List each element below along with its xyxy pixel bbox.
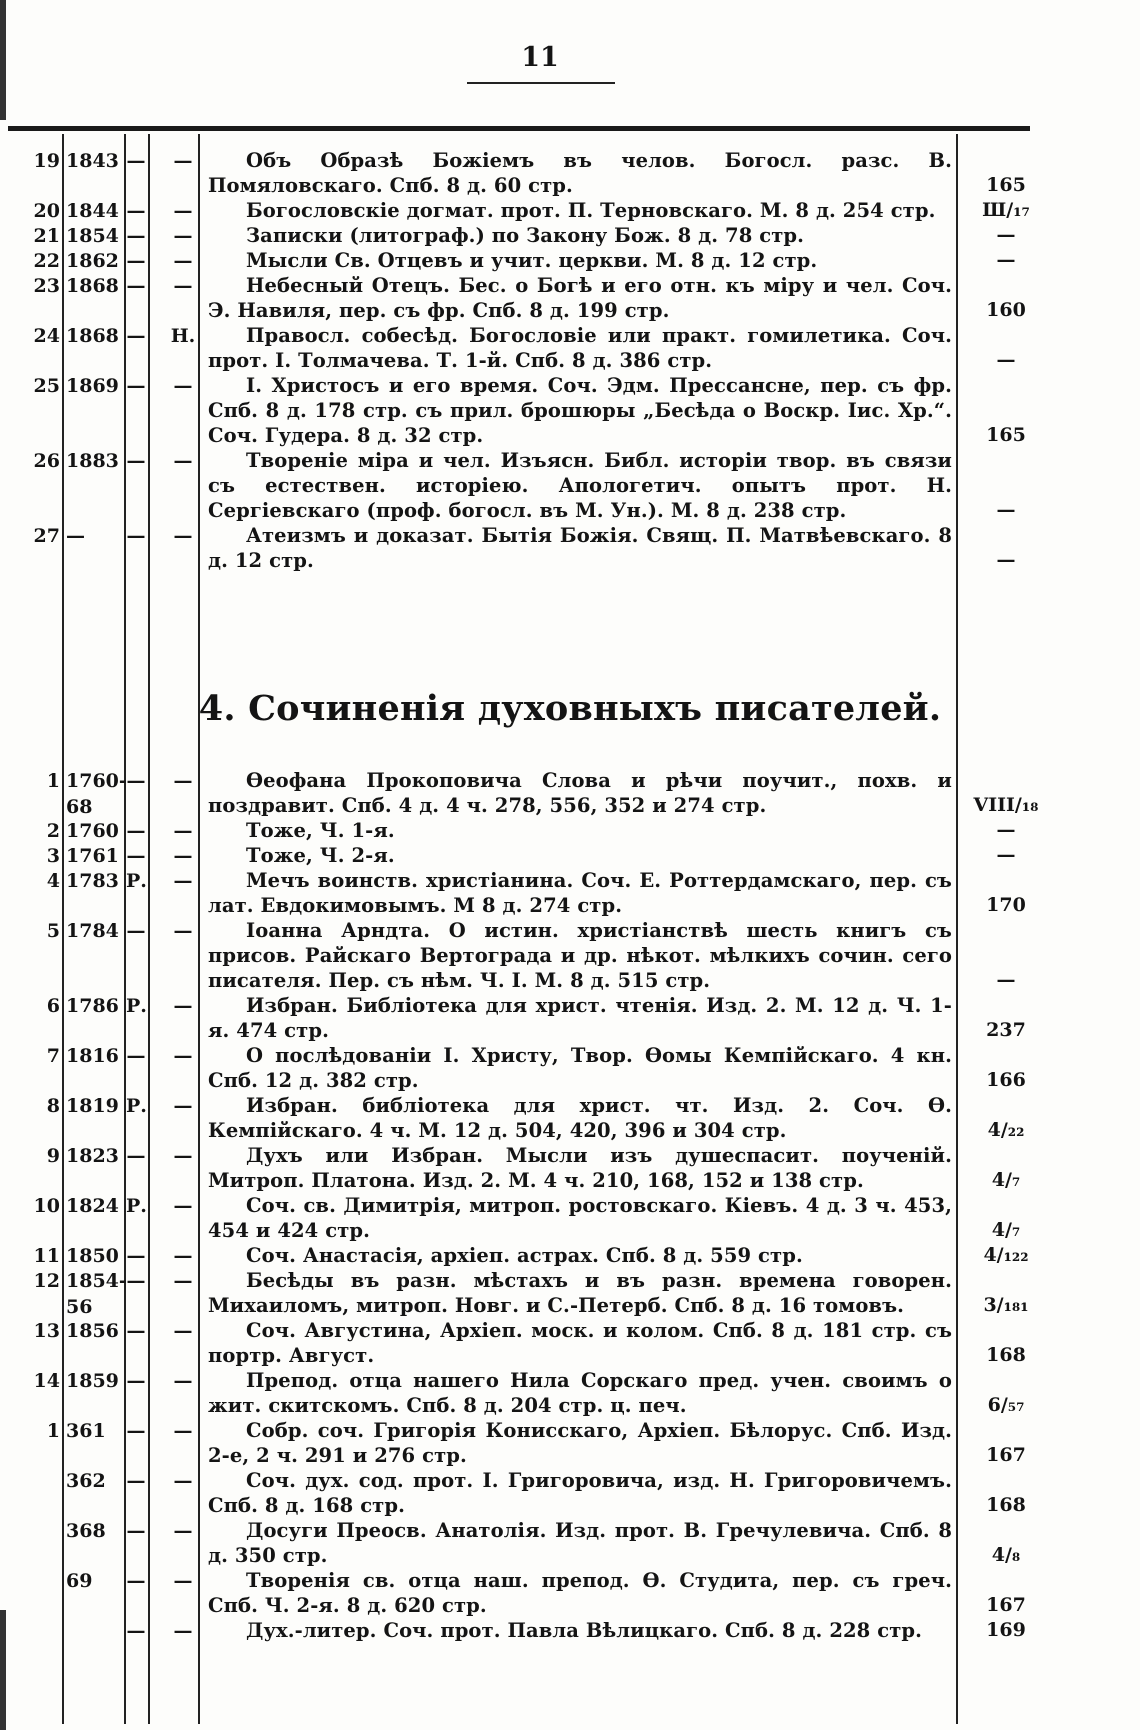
entry-number: 12 <box>33 1270 60 1292</box>
entry-title: Дух.-литер. Соч. прот. Павла Вѣлицкаго. Спб. 8 д. 228 стр. <box>246 1619 923 1642</box>
catalog-entry <box>0 1193 1080 1243</box>
entry-mark-1: — <box>126 1145 146 1167</box>
entry-reference: 168 <box>986 1344 1026 1366</box>
catalog-entry <box>0 248 1080 273</box>
entry-mark-1: Р. <box>126 1195 147 1217</box>
entry-title: Духъ или Избран. Мысли изъ душеспасит. поученій. Митроп. Платона. Изд. 2. М. 4 ч. 210, 168, 152 и 138 стр. <box>208 1144 952 1192</box>
entry-reference: 167 <box>986 1594 1026 1616</box>
entry-number: 6 <box>46 995 60 1017</box>
entry-year: 1844 <box>66 200 119 222</box>
entry-number: 14 <box>33 1370 60 1392</box>
entry-year: 1854-56 <box>66 1270 127 1318</box>
entry-year: 1850 <box>66 1245 119 1267</box>
entry-year: 1816 <box>66 1045 119 1067</box>
entry-title: Соч. дух. сод. прот. І. Григоровича, изд. Н. Григоровичемъ. Спб. 8 д. 168 стр. <box>208 1469 952 1517</box>
catalog-entry <box>0 223 1080 248</box>
entry-mark-2: — <box>173 225 193 247</box>
catalog-entry <box>0 1143 1080 1193</box>
catalog-entry <box>0 323 1080 373</box>
entry-mark-2: — <box>173 1270 193 1292</box>
page-number: 11 <box>521 42 559 73</box>
entry-title: Богословскіе догмат. прот. П. Терновскаго. М. 8 д. 254 стр. <box>246 199 936 222</box>
entry-year: 1868 <box>66 325 119 347</box>
catalog-entry <box>0 1043 1080 1093</box>
entry-reference: — <box>996 249 1016 271</box>
entry-title: Объ Образѣ Божіемъ въ челов. Богосл. разс. В. Помяловскаго. Спб. 8 д. 60 стр. <box>208 149 952 197</box>
entry-reference: Ш/₁₇ <box>982 199 1030 221</box>
entry-mark-1: — <box>126 200 146 222</box>
entry-year: 368 <box>66 1520 106 1542</box>
entry-mark-2: — <box>173 1420 193 1442</box>
catalog-entry <box>0 198 1080 223</box>
catalog-entry <box>0 1518 1080 1568</box>
entry-year: 1869 <box>66 375 119 397</box>
entry-mark-1: — <box>126 1420 146 1442</box>
section-heading: 4. Сочиненія духовныхъ писателей. <box>198 688 942 729</box>
entry-title: І. Христосъ и его время. Соч. Эдм. Прессансне, пер. съ фр. Спб. 8 д. 178 стр. съ прил. брошюры „Бесѣда о Воскр. Іис. Хр.“. Соч. Гудера. 8 д. 32 стр. <box>208 374 952 447</box>
entry-mark-1: — <box>126 1620 146 1642</box>
entry-mark-1: — <box>126 450 146 472</box>
entry-title: Твореніе міра и чел. Изъясн. Библ. исторіи твор. въ связи съ естествен. исторіею. Апологетич. опытъ прот. Н. Сергіевскаго (проф. богосл. въ М. Ун.). М. 8 д. 238 стр. <box>208 449 952 522</box>
entry-year: 1862 <box>66 250 119 272</box>
entry-mark-1: Р. <box>126 1095 147 1117</box>
entry-number: 8 <box>46 1095 60 1117</box>
catalog-entry <box>0 818 1080 843</box>
entry-year: 1783 <box>66 870 119 892</box>
entry-mark-1: — <box>126 225 146 247</box>
entry-year: 1824 <box>66 1195 119 1217</box>
entry-mark-2: — <box>173 275 193 297</box>
entry-year: 1819 <box>66 1095 119 1117</box>
entry-reference: 166 <box>986 1069 1026 1091</box>
entries-list-a <box>0 148 1080 573</box>
entry-number: 5 <box>46 920 60 942</box>
catalog-entry <box>0 1618 1080 1643</box>
entry-number: 26 <box>33 450 60 472</box>
entry-year: 1883 <box>66 450 119 472</box>
entry-reference: — <box>996 969 1016 991</box>
entry-reference: 168 <box>986 1494 1026 1516</box>
entry-number: 24 <box>33 325 60 347</box>
entry-reference: — <box>996 349 1016 371</box>
entry-year: 362 <box>66 1470 106 1492</box>
entry-mark-2: — <box>173 1370 193 1392</box>
entry-title: Атеизмъ и доказат. Бытія Божія. Свящ. П. Матвѣевскаго. 8 д. 12 стр. <box>208 524 952 572</box>
entry-mark-2: — <box>173 450 193 472</box>
entry-number: 1 <box>46 770 60 792</box>
entry-number: 23 <box>33 275 60 297</box>
entry-year: 69 <box>66 1570 93 1592</box>
entry-year: 1784 <box>66 920 119 942</box>
entry-mark-1: — <box>126 1520 146 1542</box>
entry-mark-1: — <box>126 770 146 792</box>
entry-mark-2: — <box>173 845 193 867</box>
catalog-entry <box>0 523 1080 573</box>
entry-mark-2: — <box>173 1095 193 1117</box>
entry-mark-2: — <box>173 1045 193 1067</box>
entry-mark-1: — <box>126 845 146 867</box>
entry-mark-2: — <box>173 870 193 892</box>
entry-reference: — <box>996 844 1016 866</box>
entry-mark-2: — <box>173 1320 193 1342</box>
entry-year: 1856 <box>66 1320 119 1342</box>
entry-year: 1823 <box>66 1145 119 1167</box>
catalog-entry <box>0 1368 1080 1418</box>
entry-reference: — <box>996 819 1016 841</box>
entry-mark-2: — <box>173 920 193 942</box>
entry-mark-1: — <box>126 820 146 842</box>
entry-mark-2: — <box>173 820 193 842</box>
entry-mark-1: — <box>126 1470 146 1492</box>
entry-mark-2: — <box>173 1620 193 1642</box>
catalog-entry <box>0 868 1080 918</box>
entry-number: 25 <box>33 375 60 397</box>
entry-title: Избран. Библіотека для христ. чтенія. Изд. 2. М. 12 д. Ч. 1-я. 474 стр. <box>208 994 952 1042</box>
entry-mark-2: Н. <box>170 325 196 347</box>
catalog-entry <box>0 1318 1080 1368</box>
entry-mark-2: — <box>173 1470 193 1492</box>
entry-title: Творенія св. отца наш. препод. Ѳ. Студита, пер. съ греч. Спб. Ч. 2-я. 8 д. 620 стр. <box>208 1569 952 1617</box>
entry-mark-1: — <box>126 325 146 347</box>
entry-title: Избран. библіотека для христ. чт. Изд. 2. Соч. Ѳ. Кемпійскаго. 4 ч. М. 12 д. 504, 420, 396 и 304 стр. <box>208 1094 952 1142</box>
entry-number: 20 <box>33 200 60 222</box>
entry-reference: 3/₁₈₁ <box>983 1294 1029 1316</box>
entry-title: Небесный Отецъ. Бес. о Богѣ и его отн. къ міру и чел. Соч. Э. Навиля, пер. съ фр. Спб. 8 д. 199 стр. <box>208 274 952 322</box>
entry-title: О послѣдованіи І. Христу, Твор. Ѳомы Кемпійскаго. 4 кн. Спб. 12 д. 382 стр. <box>208 1044 952 1092</box>
entry-year: 1761 <box>66 845 119 867</box>
catalog-entry <box>0 448 1080 523</box>
entry-year: 1843 <box>66 150 119 172</box>
entry-reference: 237 <box>986 1019 1026 1041</box>
entries-list-b <box>0 768 1080 1643</box>
entry-mark-2: — <box>173 995 193 1017</box>
entry-reference: — <box>996 499 1016 521</box>
entry-number: 4 <box>46 870 60 892</box>
catalog-entry <box>0 993 1080 1043</box>
entry-title: Бесѣды въ разн. мѣстахъ и въ разн. времена говорен. Михаиломъ, митроп. Новг. и С.-Петерб. Спб. 8 д. 16 томовъ. <box>208 1269 952 1317</box>
entry-mark-2: — <box>173 1145 193 1167</box>
entry-title: Тоже, Ч. 1-я. <box>246 819 395 842</box>
entry-reference: 4/₈ <box>991 1544 1021 1566</box>
catalog-entry <box>0 148 1080 198</box>
entry-mark-1: — <box>126 1570 146 1592</box>
entry-mark-1: — <box>126 525 146 547</box>
catalog-entry <box>0 273 1080 323</box>
catalog-entry <box>0 843 1080 868</box>
entry-mark-1: — <box>126 1370 146 1392</box>
entry-number: 13 <box>33 1320 60 1342</box>
entry-mark-1: — <box>126 1270 146 1292</box>
entry-reference: 167 <box>986 1444 1026 1466</box>
entry-year: 1760 <box>66 820 119 842</box>
entry-number: 9 <box>46 1145 60 1167</box>
entry-title: Записки (литограф.) по Закону Бож. 8 д. 78 стр. <box>246 224 805 247</box>
entry-mark-1: — <box>126 375 146 397</box>
entry-reference: 160 <box>986 299 1026 321</box>
entry-title: Мысли Св. Отцевъ и учит. церкви. М. 8 д. 12 стр. <box>246 249 818 272</box>
entry-title: Препод. отца нашего Нила Сорскаго пред. учен. своимъ о жит. скитскомъ. Спб. 8 д. 204 стр. ц. печ. <box>208 1369 952 1417</box>
entry-year: 1859 <box>66 1370 119 1392</box>
entry-title: Ѳеофана Прокоповича Слова и рѣчи поучит., похв. и поздравит. Спб. 4 д. 4 ч. 278, 556, 352 и 274 стр. <box>208 769 952 817</box>
entry-mark-2: — <box>173 525 193 547</box>
entry-reference: 4/₇ <box>991 1219 1021 1241</box>
entry-number: 11 <box>33 1245 60 1267</box>
entry-reference: 4/₂₂ <box>987 1119 1025 1141</box>
entry-year: 1854 <box>66 225 119 247</box>
entry-mark-1: Р. <box>126 995 147 1017</box>
entry-mark-1: — <box>126 1245 146 1267</box>
entry-mark-1: — <box>126 1320 146 1342</box>
entry-mark-2: — <box>173 150 193 172</box>
entry-year: 1760-68 <box>66 770 127 818</box>
entry-reference: 170 <box>986 894 1026 916</box>
catalog-entry <box>0 1268 1080 1318</box>
entry-reference: 169 <box>986 1619 1026 1641</box>
entry-mark-1: — <box>126 1045 146 1067</box>
catalog-entry <box>0 1568 1080 1618</box>
catalog-entry <box>0 1468 1080 1518</box>
entry-mark-2: — <box>173 375 193 397</box>
entry-number: 1 <box>46 1420 60 1442</box>
entry-number: 27 <box>33 525 60 547</box>
entry-title: Соч. Анастасія, архіеп. астрах. Спб. 8 д. 559 стр. <box>246 1244 803 1267</box>
entry-number: 19 <box>33 150 60 172</box>
entry-year: — <box>66 525 85 547</box>
catalog-entry <box>0 918 1080 993</box>
entry-number: 3 <box>46 845 60 867</box>
entry-number: 2 <box>46 820 60 842</box>
entry-title: Мечъ воинств. христіанина. Соч. Е. Роттердамскаго, пер. съ лат. Евдокимовымъ. М 8 д. 274 стр. <box>208 869 952 917</box>
entry-reference: 165 <box>986 424 1026 446</box>
page-number-rule <box>467 82 615 84</box>
entry-title: Соч. св. Димитрія, митроп. ростовскаго. Кіевъ. 4 д. 3 ч. 453, 454 и 424 стр. <box>208 1194 952 1242</box>
catalog-entry <box>0 373 1080 448</box>
entry-mark-1: — <box>126 250 146 272</box>
entry-title: Соч. Августина, Архіеп. моск. и колом. Спб. 8 д. 181 стр. съ портр. Август. <box>208 1319 952 1367</box>
entry-mark-1: — <box>126 150 146 172</box>
catalog-entry <box>0 1243 1080 1268</box>
entry-reference: 165 <box>986 174 1026 196</box>
entry-number: 10 <box>33 1195 60 1217</box>
entry-reference: 4/₇ <box>991 1169 1021 1191</box>
entry-mark-2: — <box>173 250 193 272</box>
entry-year: 1868 <box>66 275 119 297</box>
entry-mark-2: — <box>173 1195 193 1217</box>
entry-number: 21 <box>33 225 60 247</box>
entry-mark-1: Р. <box>126 870 147 892</box>
entry-reference: — <box>996 549 1016 571</box>
entry-mark-2: — <box>173 200 193 222</box>
entry-number: 7 <box>46 1045 60 1067</box>
header-rule <box>8 126 1030 131</box>
entry-reference: VIII/₁₈ <box>973 794 1039 816</box>
entry-year: 361 <box>66 1420 106 1442</box>
entry-reference: 4/₁₂₂ <box>983 1244 1029 1266</box>
entry-title: Тоже, Ч. 2-я. <box>246 844 395 867</box>
entry-mark-1: — <box>126 275 146 297</box>
entry-mark-2: — <box>173 1245 193 1267</box>
entry-title: Собр. соч. Григорія Конисскаго, Архіеп. Бѣлорус. Спб. Изд. 2-е, 2 ч. 291 и 276 стр. <box>208 1419 952 1467</box>
entry-number: 22 <box>33 250 60 272</box>
catalog-entry <box>0 1093 1080 1143</box>
entry-mark-2: — <box>173 1570 193 1592</box>
entry-title: Іоанна Арндта. О истин. христіанствѣ шесть книгъ съ присов. Райскаго Вертограда и др. нѣкот. мѣлкихъ сочин. сего писателя. Пер. съ нѣм. Ч. І. М. 8 д. 515 стр. <box>208 919 952 992</box>
entry-year: 1786 <box>66 995 119 1017</box>
entry-reference: 6/₅₇ <box>987 1394 1025 1416</box>
entry-mark-2: — <box>173 1520 193 1542</box>
catalog-entry <box>0 1418 1080 1468</box>
entry-reference: — <box>996 224 1016 246</box>
entry-mark-2: — <box>173 770 193 792</box>
catalog-entry <box>0 768 1080 818</box>
entry-title: Досуги Преосв. Анатолія. Изд. прот. В. Гречулевича. Спб. 8 д. 350 стр. <box>208 1519 952 1567</box>
left-edge-mark <box>0 0 6 120</box>
entry-mark-1: — <box>126 920 146 942</box>
entry-title: Правосл. собесѣд. Богословіе или практ. гомилетика. Соч. прот. І. Толмачева. Т. 1-й. Спб. 8 д. 386 стр. <box>208 324 952 372</box>
